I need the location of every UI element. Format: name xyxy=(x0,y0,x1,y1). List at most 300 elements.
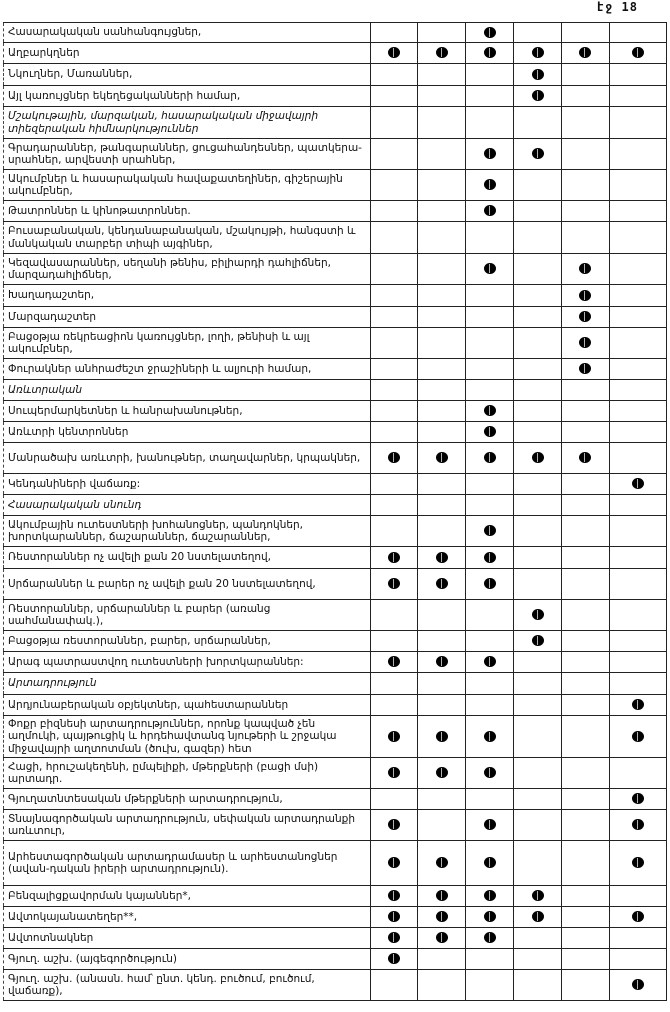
mark-cell-col-6 xyxy=(609,422,666,443)
mark-cell-col-4 xyxy=(514,139,562,170)
mark-cell-col-5 xyxy=(562,928,610,949)
mark-cell-col-5 xyxy=(562,516,610,547)
table-row xyxy=(4,86,667,107)
mark-cell-col-4 xyxy=(514,443,562,474)
mark-cell-col-4 xyxy=(514,716,562,758)
mark-cell-col-4 xyxy=(514,474,562,495)
permitted-dot-icon xyxy=(436,932,448,943)
mark-cell-col-4 xyxy=(514,886,562,907)
mark-cell-col-3 xyxy=(466,285,514,307)
permitted-dot-icon xyxy=(632,478,644,489)
permitted-dot-icon xyxy=(436,578,448,589)
permitted-dot-icon xyxy=(484,819,496,830)
row-label: Ռեստորաններ ոչ ավելի քան 20 նստելատեղով, xyxy=(4,547,371,569)
mark-cell-col-3 xyxy=(466,758,514,789)
mark-cell-col-6 xyxy=(609,443,666,474)
mark-cell-col-5 xyxy=(562,841,610,886)
mark-cell-col-6 xyxy=(609,841,666,886)
table-row xyxy=(4,631,667,652)
permitted-dot-icon xyxy=(484,578,496,589)
permitted-dot-icon xyxy=(388,857,400,868)
mark-cell-col-1 xyxy=(370,474,418,495)
section-title: Հասարակական սնունդ xyxy=(4,495,371,516)
mark-cell-col-2 xyxy=(418,949,466,970)
mark-cell-col-5 xyxy=(562,600,610,631)
permitted-dot-icon xyxy=(579,337,591,348)
mark-cell-col-1 xyxy=(370,23,418,43)
section-header-row xyxy=(4,673,667,695)
mark-cell-col-4 xyxy=(514,495,562,516)
mark-cell-col-2 xyxy=(418,86,466,107)
mark-cell-col-2 xyxy=(418,328,466,359)
table-row xyxy=(4,474,667,495)
mark-cell-col-1 xyxy=(370,139,418,170)
permitted-dot-icon xyxy=(484,405,496,416)
mark-cell-col-1 xyxy=(370,907,418,928)
table-row xyxy=(4,716,667,758)
row-label: Հացի, հրուշակեղենի, ըմպելիքի, մթերքների (բացի մսի) արտադր. xyxy=(4,758,371,789)
mark-cell-col-1 xyxy=(370,43,418,64)
permitted-dot-icon xyxy=(532,890,544,901)
mark-cell-col-5 xyxy=(562,86,610,107)
mark-cell-col-5 xyxy=(562,23,610,43)
mark-cell-col-3 xyxy=(466,949,514,970)
mark-cell-col-1 xyxy=(370,495,418,516)
permitted-dot-icon xyxy=(388,47,400,58)
mark-cell-col-3 xyxy=(466,201,514,222)
mark-cell-col-3 xyxy=(466,907,514,928)
permitted-dot-icon xyxy=(532,452,544,463)
mark-cell-col-5 xyxy=(562,43,610,64)
permitted-dot-icon xyxy=(484,911,496,922)
permitted-dot-icon xyxy=(484,47,496,58)
mark-cell-col-1 xyxy=(370,569,418,600)
mark-cell-col-1 xyxy=(370,307,418,328)
mark-cell-col-2 xyxy=(418,139,466,170)
mark-cell-col-6 xyxy=(609,222,666,254)
mark-cell-col-5 xyxy=(562,422,610,443)
mark-cell-col-3 xyxy=(466,359,514,380)
permitted-dot-icon xyxy=(484,426,496,437)
table-row xyxy=(4,928,667,949)
permitted-dot-icon xyxy=(436,857,448,868)
table-row xyxy=(4,600,667,631)
mark-cell-col-1 xyxy=(370,86,418,107)
mark-cell-col-6 xyxy=(609,600,666,631)
mark-cell-col-3 xyxy=(466,328,514,359)
row-label: Ակումբներ և հասարակական հավաքատեղիներ, գիշերային ակումբներ, xyxy=(4,170,371,201)
permitted-dot-icon xyxy=(579,311,591,322)
row-label: Բացօթյա ռեկրեացիոն կառույցներ, լողի, թենիսի և այլ ակումբներ, xyxy=(4,328,371,359)
mark-cell-col-2 xyxy=(418,495,466,516)
mark-cell-col-1 xyxy=(370,547,418,569)
permitted-dot-icon xyxy=(579,452,591,463)
row-label: Առևտրի կենտրոններ xyxy=(4,422,371,443)
mark-cell-col-2 xyxy=(418,841,466,886)
mark-cell-col-4 xyxy=(514,285,562,307)
permitted-dot-icon xyxy=(579,363,591,374)
permitted-dot-icon xyxy=(632,857,644,868)
mark-cell-col-6 xyxy=(609,23,666,43)
mark-cell-col-5 xyxy=(562,443,610,474)
mark-cell-col-3 xyxy=(466,222,514,254)
permitted-dot-icon xyxy=(388,731,400,742)
row-label: Խաղադաշտեր, xyxy=(4,285,371,307)
mark-cell-col-6 xyxy=(609,170,666,201)
mark-cell-col-6 xyxy=(609,359,666,380)
mark-cell-col-6 xyxy=(609,907,666,928)
permitted-dot-icon xyxy=(388,552,400,563)
table-body xyxy=(4,23,667,1001)
permitted-dot-icon xyxy=(484,731,496,742)
table-row xyxy=(4,328,667,359)
mark-cell-col-2 xyxy=(418,886,466,907)
mark-cell-col-2 xyxy=(418,107,466,139)
mark-cell-col-6 xyxy=(609,64,666,86)
permitted-dot-icon xyxy=(436,731,448,742)
row-label: Բենզալիցքավորման կայաններ*, xyxy=(4,886,371,907)
mark-cell-col-5 xyxy=(562,949,610,970)
mark-cell-col-6 xyxy=(609,547,666,569)
row-label: Մարզադաշտեր xyxy=(4,307,371,328)
mark-cell-col-3 xyxy=(466,139,514,170)
row-label: Մանրածախ առևտրի, խանութներ, տաղավարներ, կրպակներ, xyxy=(4,443,371,474)
permitted-dot-icon xyxy=(436,47,448,58)
permitted-dot-icon xyxy=(484,857,496,868)
mark-cell-col-2 xyxy=(418,170,466,201)
mark-cell-col-1 xyxy=(370,170,418,201)
mark-cell-col-5 xyxy=(562,695,610,716)
table-row xyxy=(4,285,667,307)
mark-cell-col-4 xyxy=(514,758,562,789)
table-row xyxy=(4,695,667,716)
mark-cell-col-4 xyxy=(514,307,562,328)
mark-cell-col-3 xyxy=(466,254,514,285)
mark-cell-col-6 xyxy=(609,569,666,600)
mark-cell-col-6 xyxy=(609,401,666,422)
mark-cell-col-5 xyxy=(562,254,610,285)
mark-cell-col-2 xyxy=(418,222,466,254)
mark-cell-col-5 xyxy=(562,201,610,222)
mark-cell-col-4 xyxy=(514,789,562,810)
mark-cell-col-2 xyxy=(418,64,466,86)
mark-cell-col-3 xyxy=(466,970,514,1001)
mark-cell-col-4 xyxy=(514,907,562,928)
mark-cell-col-2 xyxy=(418,569,466,600)
mark-cell-col-5 xyxy=(562,107,610,139)
permitted-dot-icon xyxy=(436,767,448,778)
mark-cell-col-4 xyxy=(514,949,562,970)
mark-cell-col-1 xyxy=(370,928,418,949)
mark-cell-col-4 xyxy=(514,23,562,43)
permitted-dot-icon xyxy=(436,911,448,922)
mark-cell-col-4 xyxy=(514,201,562,222)
mark-cell-col-2 xyxy=(418,516,466,547)
permitted-dot-icon xyxy=(388,656,400,667)
permitted-dot-icon xyxy=(436,452,448,463)
permitted-dot-icon xyxy=(632,911,644,922)
mark-cell-col-4 xyxy=(514,107,562,139)
mark-cell-col-6 xyxy=(609,949,666,970)
table-row xyxy=(4,443,667,474)
mark-cell-col-5 xyxy=(562,673,610,695)
mark-cell-col-5 xyxy=(562,222,610,254)
table-row xyxy=(4,810,667,841)
table-row xyxy=(4,841,667,886)
row-label: Կենդանիների վաճառք: xyxy=(4,474,371,495)
mark-cell-col-3 xyxy=(466,695,514,716)
row-label: Արդյունաբերական օբյեկտներ, պահեստարաններ xyxy=(4,695,371,716)
permitted-dot-icon xyxy=(484,656,496,667)
permitted-dot-icon xyxy=(532,69,544,80)
mark-cell-col-2 xyxy=(418,652,466,673)
permitted-dot-icon xyxy=(532,90,544,101)
section-title: Մշակութային, մարզական, հասարակական միջավայրի տիեզերական հիմնարկություններ xyxy=(4,107,371,139)
mark-cell-col-3 xyxy=(466,23,514,43)
mark-cell-col-1 xyxy=(370,254,418,285)
permitted-dot-icon xyxy=(436,552,448,563)
mark-cell-col-5 xyxy=(562,285,610,307)
permitted-dot-icon xyxy=(484,932,496,943)
row-label: Նկուղներ, Մառաններ, xyxy=(4,64,371,86)
mark-cell-col-1 xyxy=(370,201,418,222)
mark-cell-col-4 xyxy=(514,64,562,86)
mark-cell-col-1 xyxy=(370,970,418,1001)
permitted-dot-icon xyxy=(632,979,644,990)
mark-cell-col-5 xyxy=(562,380,610,401)
mark-cell-col-3 xyxy=(466,443,514,474)
mark-cell-col-2 xyxy=(418,631,466,652)
mark-cell-col-5 xyxy=(562,474,610,495)
mark-cell-col-6 xyxy=(609,307,666,328)
permitted-dot-icon xyxy=(388,953,400,964)
permitted-dot-icon xyxy=(484,552,496,563)
mark-cell-col-4 xyxy=(514,810,562,841)
mark-cell-col-1 xyxy=(370,841,418,886)
mark-cell-col-6 xyxy=(609,970,666,1001)
mark-cell-col-6 xyxy=(609,495,666,516)
mark-cell-col-2 xyxy=(418,307,466,328)
permitted-dot-icon xyxy=(579,47,591,58)
mark-cell-col-1 xyxy=(370,380,418,401)
table-row xyxy=(4,652,667,673)
table-row xyxy=(4,222,667,254)
mark-cell-col-6 xyxy=(609,716,666,758)
row-label: Փուրակներ անհրաժեշտ ջրաշիների և ալյուրի համար, xyxy=(4,359,371,380)
table-row xyxy=(4,547,667,569)
mark-cell-col-5 xyxy=(562,547,610,569)
mark-cell-col-5 xyxy=(562,810,610,841)
mark-cell-col-1 xyxy=(370,673,418,695)
row-label: Գրադարաններ, թանգարաններ, ցուցահանդեսներ, պատկերա-սրահներ, արվեստի սրահներ, xyxy=(4,139,371,170)
mark-cell-col-6 xyxy=(609,695,666,716)
row-label: Այլ կառույցներ եկեղեցականների համար, xyxy=(4,86,371,107)
mark-cell-col-5 xyxy=(562,359,610,380)
mark-cell-col-3 xyxy=(466,170,514,201)
permitted-dot-icon xyxy=(388,578,400,589)
table-row xyxy=(4,43,667,64)
table-row xyxy=(4,401,667,422)
mark-cell-col-2 xyxy=(418,359,466,380)
permitted-dot-icon xyxy=(436,656,448,667)
permitted-dot-icon xyxy=(388,932,400,943)
mark-cell-col-4 xyxy=(514,600,562,631)
mark-cell-col-4 xyxy=(514,43,562,64)
permitted-dot-icon xyxy=(632,699,644,710)
table-row xyxy=(4,359,667,380)
permitted-dot-icon xyxy=(388,890,400,901)
mark-cell-col-1 xyxy=(370,789,418,810)
permitted-dot-icon xyxy=(484,767,496,778)
mark-cell-col-4 xyxy=(514,170,562,201)
mark-cell-col-5 xyxy=(562,716,610,758)
mark-cell-col-3 xyxy=(466,928,514,949)
mark-cell-col-4 xyxy=(514,547,562,569)
mark-cell-col-1 xyxy=(370,652,418,673)
mark-cell-col-3 xyxy=(466,547,514,569)
permitted-dot-icon xyxy=(388,767,400,778)
row-label: Գյուղատնտեսական մթերքների արտադրություն, xyxy=(4,789,371,810)
mark-cell-col-4 xyxy=(514,516,562,547)
row-label: Ակումբային ուտեստների խոհանոցներ, պանդոկներ, խորտկարաններ, ճաշարաններ, ճաշարաններ, xyxy=(4,516,371,547)
table-row xyxy=(4,569,667,600)
permitted-dot-icon xyxy=(484,890,496,901)
mark-cell-col-6 xyxy=(609,107,666,139)
mark-cell-col-3 xyxy=(466,474,514,495)
mark-cell-col-5 xyxy=(562,495,610,516)
mark-cell-col-1 xyxy=(370,443,418,474)
permitted-dot-icon xyxy=(632,819,644,830)
mark-cell-col-2 xyxy=(418,907,466,928)
mark-cell-col-4 xyxy=(514,841,562,886)
mark-cell-col-3 xyxy=(466,516,514,547)
section-title: Արտադրություն xyxy=(4,673,371,695)
mark-cell-col-1 xyxy=(370,758,418,789)
mark-cell-col-1 xyxy=(370,949,418,970)
row-label: Աղբարկղներ xyxy=(4,43,371,64)
table-row xyxy=(4,64,667,86)
mark-cell-col-3 xyxy=(466,673,514,695)
mark-cell-col-1 xyxy=(370,422,418,443)
mark-cell-col-3 xyxy=(466,886,514,907)
mark-cell-col-4 xyxy=(514,928,562,949)
mark-cell-col-6 xyxy=(609,810,666,841)
mark-cell-col-5 xyxy=(562,64,610,86)
mark-cell-col-3 xyxy=(466,107,514,139)
row-label: Կեզավասարաններ, սեղանի թենիս, բիլիարդի դահլիճներ, մարզադահլիճներ, xyxy=(4,254,371,285)
mark-cell-col-6 xyxy=(609,516,666,547)
row-label: Տնայնագործական արտադրություն, սեփական արտադրանքի առևտուր, xyxy=(4,810,371,841)
mark-cell-col-3 xyxy=(466,600,514,631)
mark-cell-col-2 xyxy=(418,673,466,695)
mark-cell-col-3 xyxy=(466,789,514,810)
row-label: Ռեստորաններ, սրճարաններ և բարեր (առանց սահմանափակ.), xyxy=(4,600,371,631)
mark-cell-col-4 xyxy=(514,422,562,443)
table-row xyxy=(4,789,667,810)
mark-cell-col-6 xyxy=(609,758,666,789)
permitted-dot-icon xyxy=(632,793,644,804)
table-row xyxy=(4,170,667,201)
table-row xyxy=(4,907,667,928)
row-label: Թատրոններ և կինոթատրոններ. xyxy=(4,201,371,222)
mark-cell-col-2 xyxy=(418,928,466,949)
mark-cell-col-3 xyxy=(466,716,514,758)
mark-cell-col-5 xyxy=(562,139,610,170)
mark-cell-col-6 xyxy=(609,886,666,907)
mark-cell-col-6 xyxy=(609,328,666,359)
mark-cell-col-4 xyxy=(514,254,562,285)
table-row xyxy=(4,516,667,547)
mark-cell-col-3 xyxy=(466,64,514,86)
mark-cell-col-6 xyxy=(609,652,666,673)
table-row xyxy=(4,758,667,789)
mark-cell-col-6 xyxy=(609,380,666,401)
mark-cell-col-6 xyxy=(609,474,666,495)
mark-cell-col-4 xyxy=(514,222,562,254)
permitted-dot-icon xyxy=(632,47,644,58)
permitted-dot-icon xyxy=(532,911,544,922)
mark-cell-col-3 xyxy=(466,495,514,516)
table-row xyxy=(4,949,667,970)
table-row xyxy=(4,201,667,222)
mark-cell-col-1 xyxy=(370,107,418,139)
mark-cell-col-2 xyxy=(418,201,466,222)
mark-cell-col-5 xyxy=(562,307,610,328)
row-label: Սրճարաններ և բարեր ոչ ավելի քան 20 նստելատեղով, xyxy=(4,569,371,600)
mark-cell-col-2 xyxy=(418,474,466,495)
mark-cell-col-2 xyxy=(418,401,466,422)
mark-cell-col-6 xyxy=(609,673,666,695)
permitted-dot-icon xyxy=(484,205,496,216)
mark-cell-col-5 xyxy=(562,401,610,422)
mark-cell-col-3 xyxy=(466,631,514,652)
permitted-dot-icon xyxy=(388,452,400,463)
mark-cell-col-1 xyxy=(370,516,418,547)
mark-cell-col-4 xyxy=(514,631,562,652)
mark-cell-col-2 xyxy=(418,810,466,841)
row-label: Սուպերմարկետներ և հանրախանութներ, xyxy=(4,401,371,422)
mark-cell-col-4 xyxy=(514,380,562,401)
mark-cell-col-2 xyxy=(418,254,466,285)
permitted-dot-icon xyxy=(484,148,496,159)
mark-cell-col-4 xyxy=(514,401,562,422)
mark-cell-col-5 xyxy=(562,758,610,789)
mark-cell-col-2 xyxy=(418,695,466,716)
mark-cell-col-4 xyxy=(514,695,562,716)
permitted-dot-icon xyxy=(632,731,644,742)
table-row xyxy=(4,254,667,285)
mark-cell-col-1 xyxy=(370,285,418,307)
mark-cell-col-3 xyxy=(466,401,514,422)
mark-cell-col-6 xyxy=(609,789,666,810)
row-label: Արհեստագործական արտադրամասեր և արհեստանոցներ (ավան-դական իրերի արտադրություն). xyxy=(4,841,371,886)
table-row xyxy=(4,970,667,1001)
row-label: Փոքր բիզնեսի արտադրություններ, որոնք կապված չեն աղմուկի, պայթուցիկ և հրդեհավտանգ նյութերի և շրջակա միջավայրի աղտոտման (ծուխ, գազեր) հետ xyxy=(4,716,371,758)
mark-cell-col-3 xyxy=(466,422,514,443)
mark-cell-col-6 xyxy=(609,285,666,307)
row-label: Ավտոկայանատեղեր**, xyxy=(4,907,371,928)
mark-cell-col-3 xyxy=(466,810,514,841)
permitted-dot-icon xyxy=(388,911,400,922)
mark-cell-col-5 xyxy=(562,631,610,652)
mark-cell-col-2 xyxy=(418,23,466,43)
mark-cell-col-5 xyxy=(562,569,610,600)
mark-cell-col-6 xyxy=(609,86,666,107)
permitted-dot-icon xyxy=(484,452,496,463)
mark-cell-col-5 xyxy=(562,907,610,928)
mark-cell-col-3 xyxy=(466,307,514,328)
permitted-dot-icon xyxy=(484,525,496,536)
